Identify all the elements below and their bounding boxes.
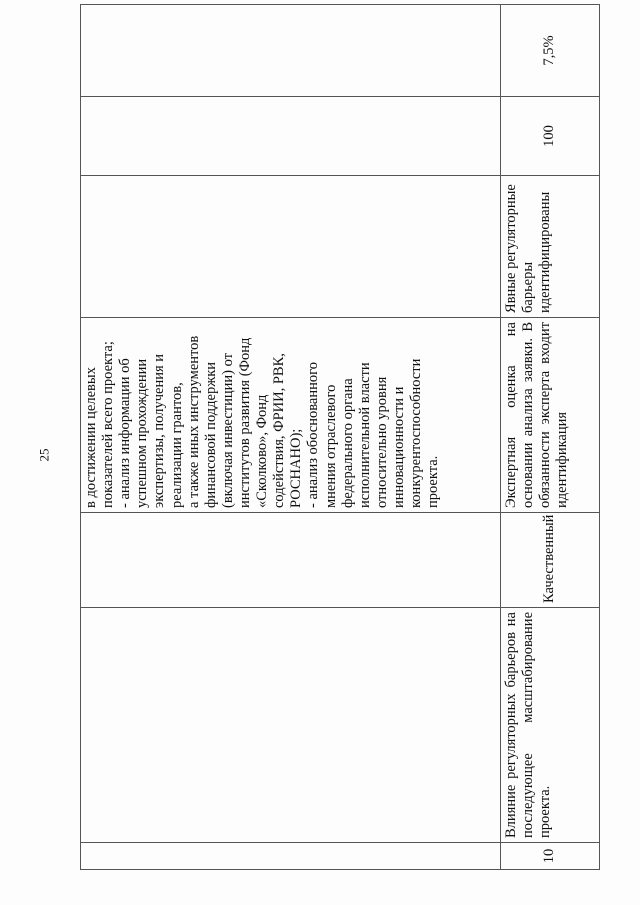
- row-number: 10: [501, 843, 600, 870]
- cell-type-empty: [81, 513, 501, 608]
- method-line: а также иных инструментов: [185, 335, 202, 508]
- method-line: федерального органа: [339, 378, 356, 508]
- method-line: институтов развития (Фонд: [236, 337, 253, 508]
- cell-weight-empty: [81, 5, 501, 97]
- cell-number-empty: [81, 843, 501, 870]
- method-line: в достижении целевых: [83, 367, 99, 508]
- method-line: РОСНАНО);: [288, 428, 305, 508]
- method-line: инновационности и: [390, 386, 407, 508]
- method-line: мнения отраслевого: [322, 384, 339, 508]
- cell-scale-empty: [81, 176, 501, 318]
- cell-name-empty: [81, 608, 501, 843]
- method-continuation-text: [83, 322, 442, 508]
- rotated-page-content: [80, 5, 599, 870]
- method-line: - анализ информации об: [117, 358, 134, 508]
- method-line: относительно уровня: [373, 376, 390, 508]
- method-line: проекта.: [425, 455, 442, 508]
- score-value: 100: [501, 97, 600, 176]
- scale-description: Явные регуляторные барьеры идентифицированы: [501, 176, 600, 318]
- page-number: 25: [36, 448, 52, 462]
- cell-method-continuation: [81, 318, 501, 513]
- method-line: «Сколково», Фонд: [254, 394, 271, 508]
- method-line: реализации грантов,: [168, 382, 185, 508]
- method-line: - анализ обоснованного: [305, 362, 322, 508]
- method-line: конкурентоспособности: [408, 358, 425, 508]
- cell-score-empty: [81, 97, 501, 176]
- method-line: успешном прохождении: [134, 358, 151, 508]
- criterion-name: Влияние регуляторных барьеров на последующее масштабирование проекта.: [501, 608, 600, 843]
- method-line: финансовой поддержки: [202, 361, 219, 508]
- method-line: содействия, ФРИИ, РВК,: [271, 353, 288, 508]
- criterion-type: Качественный: [501, 513, 600, 608]
- continuation-row: [81, 5, 501, 870]
- method-line: показателей всего проекта;: [100, 341, 117, 508]
- weight-value: 7,5%: [501, 5, 600, 97]
- table-row-10: [501, 5, 600, 870]
- evaluation-method: Экспертная оценка на основании анализа заявки. В обязанности эксперта входит идентификация: [501, 318, 600, 513]
- method-line: экспертизы, получения и: [151, 353, 168, 508]
- method-line: исполнительной власти: [356, 362, 373, 508]
- method-line: (включая инвестиции) от: [219, 353, 236, 508]
- criteria-table: [80, 4, 600, 870]
